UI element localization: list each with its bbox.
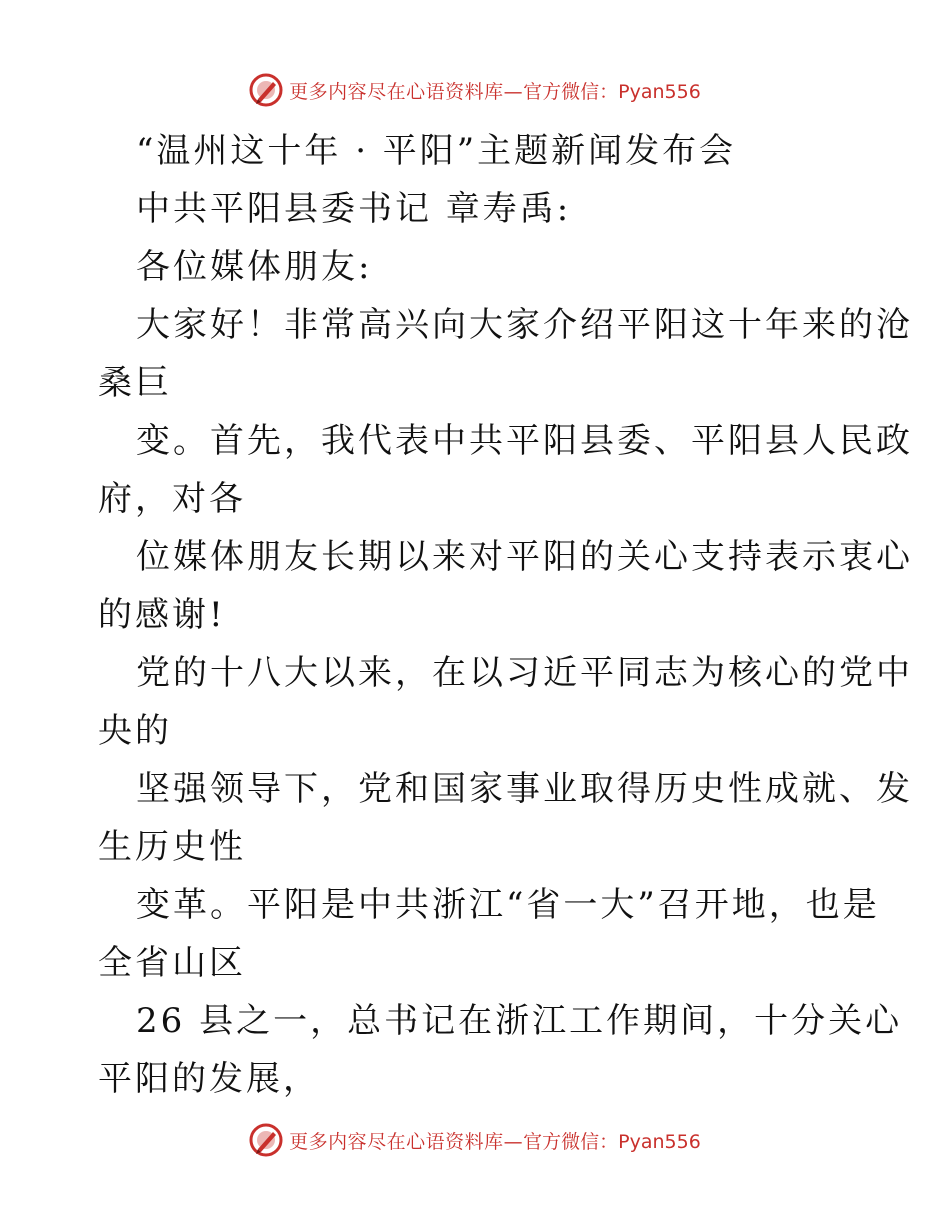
paragraph-line: 位媒体朋友长期以来对平阳的关心支持表示衷心 xyxy=(136,537,913,577)
paragraph-line: 的感谢! xyxy=(98,595,226,635)
paragraph-line: 变。首先，我代表中共平阳县委、平阳县人民政 xyxy=(136,421,913,461)
document-body xyxy=(98,122,913,1108)
paragraph-line: 26 县之一，总书记在浙江工作期间，十分关心 xyxy=(136,1001,903,1041)
paragraph-line: 党的十八大以来，在以习近平同志为核心的党中 xyxy=(136,653,913,693)
watermark-slogan: 更多内容尽在心语资料库— xyxy=(289,80,524,103)
paragraph-line: 央的 xyxy=(98,711,172,751)
paragraph-line: 变革。平阳是中共浙江“省一大”召开地，也是 xyxy=(136,885,880,925)
pen-logo-icon xyxy=(249,73,283,107)
doc-title: “温州这十年 · 平阳”主题新闻发布会 xyxy=(136,131,737,171)
speaker-line: 中共平阳县委书记 章寿禹: xyxy=(136,189,572,229)
paragraph-line: 平阳的发展， xyxy=(98,1059,320,1099)
footer-watermark xyxy=(0,1120,950,1160)
paragraph-line: 大家好！非常高兴向大家介绍平阳这十年来的沧 xyxy=(136,305,913,345)
header-watermark xyxy=(0,70,950,110)
paragraph-line: 坚强领导下，党和国家事业取得历史性成就、发 xyxy=(136,769,913,809)
paragraph-line: 府，对各 xyxy=(98,479,246,519)
salutation-line: 各位媒体朋友: xyxy=(136,247,373,287)
pen-logo-icon xyxy=(249,1123,283,1157)
watermark-slogan: 更多内容尽在心语资料库— xyxy=(289,1130,524,1153)
paragraph-line: 全省山区 xyxy=(98,943,246,983)
paragraph-line: 生历史性 xyxy=(98,827,246,867)
paragraph-line: 桑巨 xyxy=(98,363,172,403)
watermark-contact: 官方微信：Pyan556 xyxy=(523,80,701,103)
watermark-contact: 官方微信：Pyan556 xyxy=(523,1130,701,1153)
